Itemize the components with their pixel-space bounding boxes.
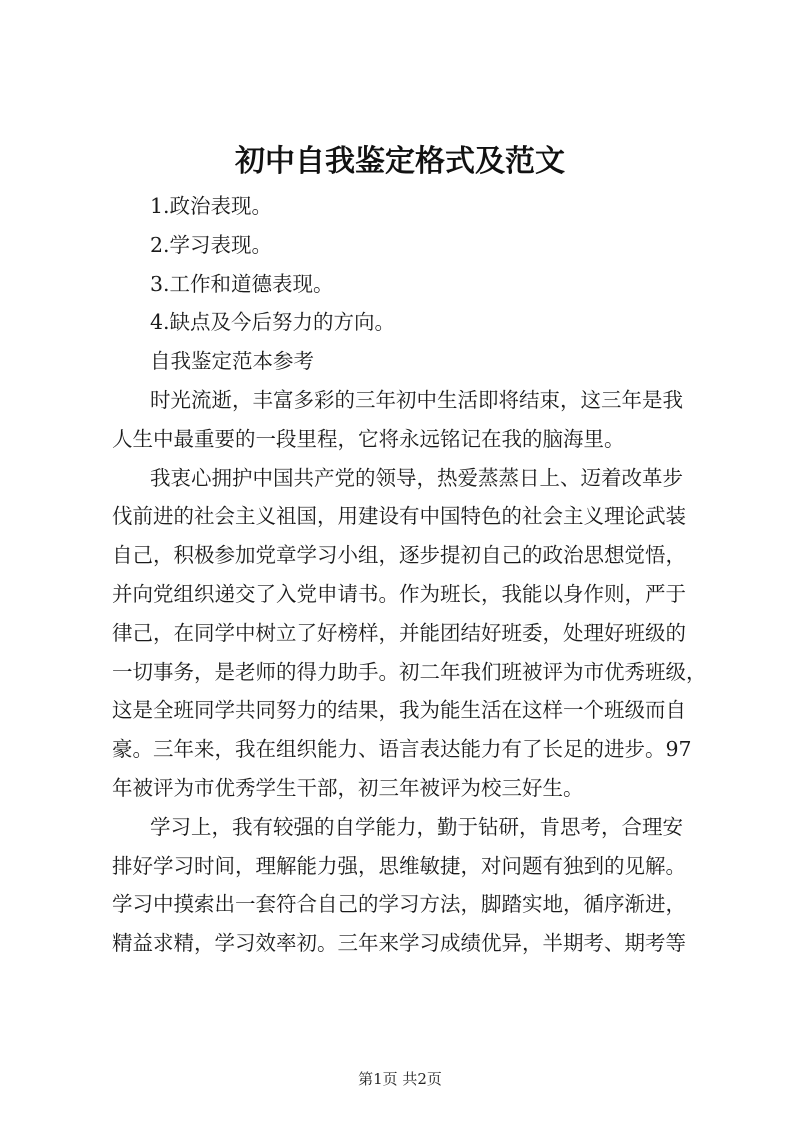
page-footer: 第1页 共2页 xyxy=(358,1070,442,1088)
paragraph-line: 并向党组织递交了入党申请书。作为班长，我能以身作则，严于 xyxy=(112,581,686,606)
paragraph-line: 年被评为市优秀学生干部，初三年被评为校三好生。 xyxy=(112,775,584,800)
paragraph-line: 时光流逝，丰富多彩的三年初中生活即将结束，这三年是我 xyxy=(150,387,683,412)
document-body xyxy=(112,187,707,963)
paragraph-line: 一切事务，是老师的得力助手。初二年我们班被评为市优秀班级， xyxy=(112,659,707,684)
paragraph-line: 这是全班同学共同努力的结果，我为能生活在这样一个班级而自 xyxy=(112,698,686,723)
list-item-work-morality: 3.工作和道德表现。 xyxy=(150,271,334,296)
list-item-politics: 1.政治表现。 xyxy=(150,194,273,218)
paragraph-line: 排好学习时间，理解能力强，思维敏捷，对问题有独到的见解。 xyxy=(112,853,686,878)
paragraph-line: 学习中摸索出一套符合自己的学习方法，脚踏实地，循序渐进， xyxy=(112,892,686,917)
paragraph-line: 伐前进的社会主义祖国，用建设有中国特色的社会主义理论武装 xyxy=(112,504,686,529)
paragraph-line: 律己，在同学中树立了好榜样，并能团结好班委，处理好班级的 xyxy=(112,620,686,645)
paragraph-line: 人生中最重要的一段里程，它将永远铭记在我的脑海里。 xyxy=(112,426,625,451)
paragraph-line: 学习上，我有较强的自学能力，勤于钻研，肯思考，合理安 xyxy=(150,814,683,839)
paragraph-line: 我衷心拥护中国共产党的领导，热爱蒸蒸日上、迈着改革步 xyxy=(150,465,683,490)
paragraph-line: 精益求精，学习效率初。三年来学习成绩优异，半期考、期考等 xyxy=(112,931,686,956)
paragraph-line: 豪。三年来，我在组织能力、语言表达能力有了长足的进步。97 xyxy=(112,737,692,762)
list-item-shortcomings: 4.缺点及今后努力的方向。 xyxy=(150,310,396,335)
list-item-study: 2.学习表现。 xyxy=(150,232,273,257)
section-heading: 自我鉴定范本参考 xyxy=(150,349,314,374)
document-title: 初中自我鉴定格式及范文 xyxy=(235,144,565,179)
paragraph-line: 自己，积极参加党章学习小组，逐步提初自己的政治思想觉悟， xyxy=(112,543,686,568)
